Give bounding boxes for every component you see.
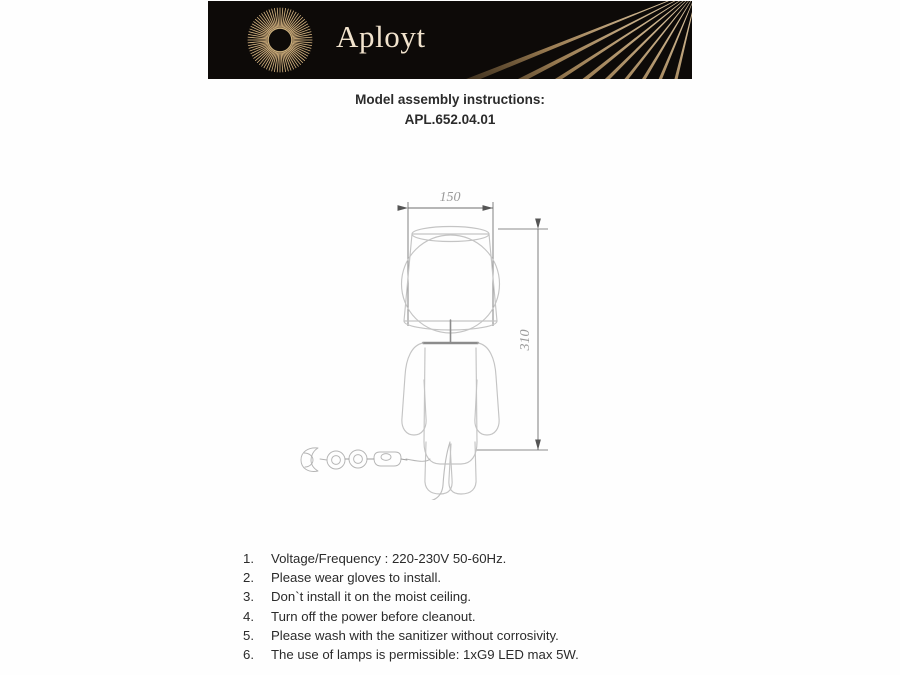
list-item-text: Please wash with the sanitizer without corrosivity. (271, 627, 559, 643)
model-code: APL.652.04.01 (404, 112, 496, 127)
list-item-text: Voltage/Frequency : 220-230V 50-60Hz. (271, 551, 507, 566)
document-title-block (0, 90, 900, 130)
power-cord-switch-icon (301, 448, 430, 472)
instructions-list (243, 549, 803, 664)
list-item-text: Don`t install it on the moist ceiling. (271, 589, 472, 605)
list-item-number: 3. (243, 589, 254, 605)
sunburst-logo-icon (244, 4, 316, 76)
list-item (243, 568, 803, 587)
list-item-number: 1. (243, 551, 254, 566)
list-item (243, 607, 803, 626)
table-lamp-figure-icon (402, 227, 500, 501)
list-item (243, 587, 803, 606)
list-item-number: 6. (243, 647, 254, 663)
width-dimension-label: 150 (439, 190, 461, 205)
list-item-text: The use of lamps is permissible: 1xG9 LED max 5W. (271, 647, 579, 663)
list-item-number: 2. (243, 570, 254, 586)
technical-drawing (280, 180, 600, 500)
page-title: Model assembly instructions: (355, 92, 545, 107)
list-item (243, 626, 803, 645)
list-item-text: Turn off the power before cleanout. (271, 608, 476, 624)
height-dimension-group (476, 229, 548, 450)
width-dimension-group (408, 190, 493, 326)
list-item-text: Please wear gloves to install. (271, 570, 442, 586)
list-item (243, 645, 803, 664)
list-item-number: 4. (243, 608, 254, 624)
radial-rays-icon (462, 1, 692, 79)
brand-wordmark: Aployt (336, 19, 426, 54)
height-dimension-label: 310 (518, 329, 533, 351)
brand-banner (208, 1, 692, 79)
list-item (243, 549, 803, 568)
list-item-number: 5. (243, 627, 254, 643)
